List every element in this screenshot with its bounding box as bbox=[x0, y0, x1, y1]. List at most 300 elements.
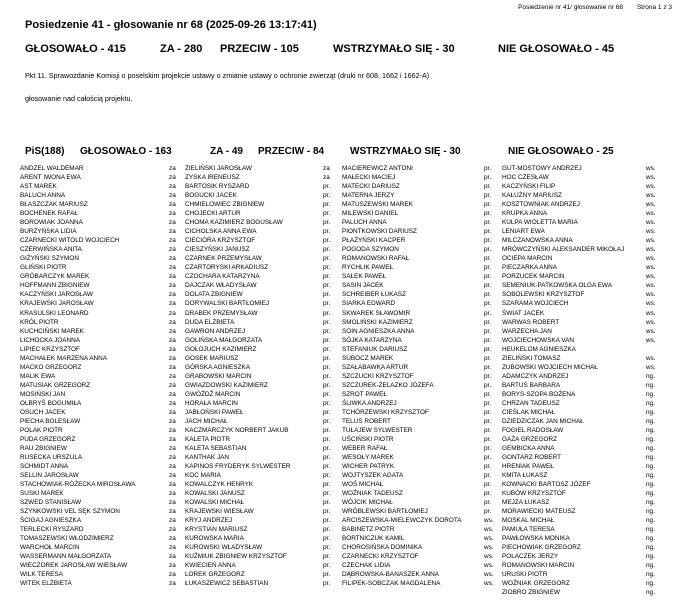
deputy-name: URUSKI PIOTR bbox=[502, 571, 548, 579]
deputy-name: JACH MICHAŁ bbox=[185, 417, 228, 425]
deputy-name: JABŁOŃSKI PAWEŁ bbox=[185, 408, 244, 416]
deputy-name: DOLATA ZBIGNIEW bbox=[185, 291, 243, 299]
vote-mark: ws. bbox=[484, 580, 494, 588]
vote-column-1 bbox=[20, 164, 191, 588]
vote-row bbox=[502, 318, 668, 327]
vote-mark: za bbox=[169, 517, 176, 525]
vote-row bbox=[20, 254, 191, 263]
vote-mark: pr. bbox=[484, 165, 492, 172]
vote-mark: ng. bbox=[646, 435, 655, 443]
deputy-name: MRÓWCZYŃSKI ALEKSANDER MIKOŁAJ bbox=[502, 246, 625, 254]
vote-row bbox=[20, 354, 191, 363]
vote-mark: pr. bbox=[484, 372, 492, 380]
vote-mark: pr. bbox=[484, 336, 492, 344]
vote-mark: ws. bbox=[646, 219, 656, 227]
vote-mark: pr. bbox=[484, 426, 492, 434]
deputy-name: SUSKI MAREK bbox=[20, 490, 64, 498]
vote-row bbox=[20, 435, 191, 444]
vote-row bbox=[342, 525, 506, 534]
deputy-name: BOCHENEK RAFAŁ bbox=[20, 210, 78, 218]
vote-mark: ng. bbox=[646, 508, 655, 516]
vote-mark: pr. bbox=[323, 408, 331, 416]
vote-mark: za bbox=[169, 264, 176, 272]
deputy-name: CZARNECKI KRZYSZTOF bbox=[342, 553, 419, 561]
vote-mark: pr. bbox=[323, 535, 331, 543]
vote-mark: pr. bbox=[484, 255, 492, 263]
vote-row bbox=[502, 209, 668, 218]
vote-row bbox=[20, 579, 191, 588]
deputy-name: ARENT IWONA EWA bbox=[20, 174, 81, 182]
vote-mark: pr. bbox=[323, 264, 331, 272]
vote-row bbox=[20, 552, 191, 561]
vote-row bbox=[502, 218, 668, 227]
vote-column-2 bbox=[185, 164, 345, 588]
vote-row bbox=[342, 570, 506, 579]
vote-row bbox=[185, 444, 345, 453]
vote-mark: za bbox=[169, 390, 176, 398]
vote-row bbox=[20, 426, 191, 435]
deputy-name: KRYJ ANDRZEJ bbox=[185, 517, 233, 525]
vote-row bbox=[185, 471, 345, 480]
vote-row bbox=[502, 525, 668, 534]
vote-mark: pr. bbox=[484, 381, 492, 389]
vote-row bbox=[342, 327, 506, 336]
vote-row bbox=[20, 309, 191, 318]
vote-mark: ng. bbox=[646, 490, 655, 498]
deputy-name: CIESZYŃSKI JANUSZ bbox=[185, 246, 250, 254]
vote-row bbox=[502, 570, 668, 579]
vote-mark: pr. bbox=[323, 183, 331, 191]
vote-mark: ws. bbox=[646, 291, 656, 299]
vote-mark: za bbox=[323, 165, 330, 172]
vote-mark: pr. bbox=[484, 345, 492, 353]
deputy-name: DAJCZAK WŁADYSŁAW bbox=[185, 282, 257, 290]
deputy-name: KRÓL PIOTR bbox=[20, 318, 59, 326]
vote-mark: pr. bbox=[323, 481, 331, 489]
vote-mark: ws. bbox=[646, 354, 656, 362]
party-for: ZA - 49 bbox=[210, 146, 243, 157]
vote-mark: pr. bbox=[484, 174, 492, 182]
vote-row bbox=[502, 390, 668, 399]
deputy-name: SZAŁABAWKA ARTUR bbox=[342, 363, 409, 371]
vote-row bbox=[502, 480, 668, 489]
vote-row bbox=[185, 426, 345, 435]
page-header-session-ref: Posiedzenie nr 41/ głosowanie nr 68 bbox=[518, 4, 623, 11]
deputy-name: SOBOLEWSKI KRZYSZTOF bbox=[502, 291, 585, 299]
deputy-name: ZYSKA IRENEUSZ bbox=[185, 174, 240, 182]
vote-row bbox=[502, 345, 668, 354]
deputy-name: MOSKAL MICHAŁ bbox=[502, 517, 555, 525]
vote-mark: za bbox=[169, 535, 176, 543]
deputy-name: KALETA SEBASTIAN bbox=[185, 444, 247, 452]
vote-row bbox=[20, 408, 191, 417]
vote-mark: pr. bbox=[323, 246, 331, 254]
vote-mark: za bbox=[323, 174, 330, 182]
vote-row bbox=[502, 263, 668, 272]
deputy-name: GEMBICKA ANNA bbox=[502, 444, 555, 452]
vote-mark: za bbox=[169, 417, 176, 425]
vote-row bbox=[185, 227, 345, 236]
deputy-name: GRABOWSKI MARCIN bbox=[185, 372, 252, 380]
vote-row bbox=[502, 399, 668, 408]
vote-row bbox=[185, 579, 345, 588]
deputy-name: ŁUKASZEWICZ SEBASTIAN bbox=[185, 580, 269, 588]
deputy-name: CHOROSIŃSKA DOMINIKA bbox=[342, 544, 423, 552]
vote-row bbox=[20, 525, 191, 534]
deputy-name: OCIEPA MARCIN bbox=[502, 255, 553, 263]
vote-row bbox=[342, 507, 506, 516]
deputy-name: ANDZEL WALDEMAR bbox=[20, 165, 84, 172]
vote-mark: ng. bbox=[646, 481, 655, 489]
vote-mark: za bbox=[169, 183, 176, 191]
vote-mark: pr. bbox=[323, 526, 331, 534]
deputy-name: BOROWIAK JOANNA bbox=[20, 219, 83, 227]
page-header bbox=[518, 4, 672, 11]
vote-row bbox=[20, 363, 191, 372]
vote-mark: pr. bbox=[323, 508, 331, 516]
vote-row bbox=[502, 191, 668, 200]
vote-row bbox=[185, 218, 345, 227]
deputy-name: LOREK GRZEGORZ bbox=[185, 571, 245, 579]
vote-row bbox=[20, 480, 191, 489]
vote-row bbox=[502, 498, 668, 507]
vote-mark: pr. bbox=[484, 408, 492, 416]
vote-row bbox=[342, 336, 506, 345]
deputy-name: ARCISZEWSKA-MIELEWCZYK DOROTA bbox=[342, 517, 462, 525]
vote-row bbox=[20, 345, 191, 354]
vote-row bbox=[185, 336, 345, 345]
vote-mark: pr. bbox=[323, 562, 331, 570]
vote-row bbox=[502, 200, 668, 209]
vote-row bbox=[185, 290, 345, 299]
deputy-name: MILCZANOWSKA ANNA bbox=[502, 237, 573, 245]
vote-row bbox=[342, 236, 506, 245]
vote-mark: ws. bbox=[646, 273, 656, 281]
vote-row bbox=[20, 516, 191, 525]
vote-mark: za bbox=[169, 246, 176, 254]
vote-mark: ws. bbox=[646, 327, 656, 335]
vote-mark: ng. bbox=[646, 444, 655, 452]
deputy-name: SZYNKOWSKI VEL SĘK SZYMON bbox=[20, 508, 120, 516]
deputy-name: CHOMA KAZIMIERZ BOGUSŁAW bbox=[185, 219, 283, 227]
deputy-name: CZARNEK PRZEMYSŁAW bbox=[185, 255, 262, 263]
vote-row bbox=[342, 435, 506, 444]
deputy-name: MACHAŁEK MARZENA ANNA bbox=[20, 354, 108, 362]
vote-mark: pr. bbox=[323, 372, 331, 380]
vote-row bbox=[20, 453, 191, 462]
vote-row bbox=[502, 561, 668, 570]
vote-mark: pr. bbox=[484, 454, 492, 461]
page-title: Posiedzenie 41 - głosowanie nr 68 (2025-09-26 13:17:41) bbox=[25, 19, 317, 31]
deputy-name: KULPA WIOLETTA MARIA bbox=[502, 219, 578, 227]
vote-row bbox=[342, 543, 506, 552]
vote-mark: za bbox=[169, 372, 176, 380]
deputy-name: PIONTKOWSKI DARIUSZ bbox=[342, 228, 417, 236]
vote-mark: za bbox=[169, 318, 176, 326]
vote-row bbox=[20, 191, 191, 200]
vote-mark: pr. bbox=[323, 517, 331, 525]
deputy-name: SOIN AGNIESZKA ANNA bbox=[342, 327, 415, 335]
vote-mark: pr. bbox=[323, 282, 331, 290]
deputy-name: KAŁUŻNY MARIUSZ bbox=[502, 192, 562, 200]
vote-row bbox=[502, 435, 668, 444]
vote-row bbox=[502, 290, 668, 299]
vote-row bbox=[502, 552, 668, 561]
vote-mark: pr. bbox=[323, 381, 331, 389]
vote-row bbox=[20, 263, 191, 272]
deputy-name: ZUBOWSKI WOJCIECH MICHAŁ bbox=[502, 363, 598, 371]
deputy-name: GONTARZ ROBERT bbox=[502, 454, 562, 461]
vote-row bbox=[502, 309, 668, 318]
party-abstained: WSTRZYMAŁO SIĘ - 30 bbox=[350, 146, 461, 157]
vote-row bbox=[502, 462, 668, 471]
deputy-name: KAPINOS FRYDERYK SYLWESTER bbox=[185, 463, 291, 471]
vote-row bbox=[502, 164, 668, 173]
vote-mark: pr. bbox=[323, 327, 331, 335]
vote-mark: pr. bbox=[323, 210, 331, 218]
vote-mark: ng. bbox=[646, 499, 655, 507]
vote-mark: ng. bbox=[646, 417, 655, 425]
vote-mark: za bbox=[169, 336, 176, 344]
deputy-name: WOŚ MICHAŁ bbox=[342, 481, 384, 489]
vote-row bbox=[502, 507, 668, 516]
vote-mark: pr. bbox=[323, 309, 331, 317]
deputy-name: SUBOCZ MAREK bbox=[342, 354, 394, 362]
vote-mark: ws. bbox=[646, 336, 656, 344]
deputy-name: MATECKI DARIUSZ bbox=[342, 183, 400, 191]
deputy-name: BŁASZCZAK MARIUSZ bbox=[20, 201, 88, 209]
vote-row bbox=[502, 408, 668, 417]
deputy-name: HRENIAK PAWEŁ bbox=[502, 463, 554, 471]
vote-row bbox=[342, 200, 506, 209]
vote-mark: ws. bbox=[646, 264, 656, 272]
deputy-name: DUDA ELŻBIETA bbox=[185, 318, 235, 326]
vote-row bbox=[185, 254, 345, 263]
deputy-name: PIECHOWIAK GRZEGORZ bbox=[502, 544, 581, 552]
vote-row bbox=[185, 435, 345, 444]
vote-row bbox=[20, 534, 191, 543]
vote-mark: ws. bbox=[646, 300, 656, 308]
vote-mark: pr. bbox=[484, 318, 492, 326]
vote-row bbox=[342, 173, 506, 182]
deputy-name: CHOJECKI ARTUR bbox=[185, 210, 241, 218]
vote-mark: za bbox=[169, 580, 176, 588]
vote-mark: za bbox=[169, 174, 176, 182]
vote-row bbox=[342, 534, 506, 543]
summary-for: ZA - 280 bbox=[160, 43, 203, 55]
vote-row bbox=[20, 372, 191, 381]
deputy-name: WARWAS ROBERT bbox=[502, 318, 560, 326]
vote-mark: pr. bbox=[484, 481, 492, 489]
vote-row bbox=[20, 236, 191, 245]
vote-mark: pr. bbox=[484, 490, 492, 498]
vote-mark: pr. bbox=[323, 255, 331, 263]
vote-row bbox=[20, 272, 191, 281]
vote-row bbox=[20, 218, 191, 227]
vote-mark: pr. bbox=[484, 246, 492, 254]
vote-mark: ws. bbox=[484, 535, 494, 543]
vote-row bbox=[502, 453, 668, 462]
deputy-name: SIARKA EDWARD bbox=[342, 300, 396, 308]
deputy-name: LENIART EWA bbox=[502, 228, 545, 236]
summary-not-voting: NIE GŁOSOWAŁO - 45 bbox=[498, 43, 615, 55]
vote-row bbox=[20, 543, 191, 552]
deputy-name: HOFFMANN ZBIGNIEW bbox=[20, 282, 90, 290]
deputy-name: KRASULSKI LEONARD bbox=[20, 309, 89, 317]
vote-mark: ng. bbox=[646, 580, 655, 588]
vote-mark: pr. bbox=[484, 219, 492, 227]
deputy-name: HORAŁA MARCIN bbox=[185, 399, 238, 407]
vote-row bbox=[342, 408, 506, 417]
vote-row bbox=[342, 354, 506, 363]
vote-mark: pr. bbox=[484, 183, 492, 191]
deputy-name: MOSIŃSKI JAN bbox=[20, 390, 66, 398]
vote-row bbox=[185, 552, 345, 561]
vote-row bbox=[502, 516, 668, 525]
vote-mark: pr. bbox=[323, 318, 331, 326]
vote-row bbox=[342, 263, 506, 272]
vote-mark: za bbox=[169, 562, 176, 570]
vote-row bbox=[342, 561, 506, 570]
deputy-name: CZARTORYSKI ARKADIUSZ bbox=[185, 264, 269, 272]
deputy-name: KRAJEWSKI WIESŁAW bbox=[185, 508, 254, 516]
vote-row bbox=[502, 281, 668, 290]
vote-mark: za bbox=[169, 490, 176, 498]
vote-mark: pr. bbox=[323, 472, 331, 480]
deputy-name: WARZECHA JAN bbox=[502, 327, 552, 335]
deputy-name: KACZMARCZYK NORBERT JAKUB bbox=[185, 426, 289, 434]
deputy-name: ZIELIŃSKI JAROSŁAW bbox=[185, 165, 252, 172]
agenda-item-text: Pkt 11. Sprawozdanie Komisji o poselskim projekcie ustawy o zmianie ustawy o ochronie zwierząt (druki nr 608, 1662 i 1662-A) bbox=[25, 71, 430, 80]
vote-row bbox=[342, 290, 506, 299]
deputy-name: GÓRSKA AGNIESZKA bbox=[185, 363, 250, 371]
vote-mark: za bbox=[169, 255, 176, 263]
vote-row bbox=[185, 327, 345, 336]
deputy-name: ŚWIAT JACEK bbox=[502, 309, 545, 317]
vote-row bbox=[20, 444, 191, 453]
vote-row bbox=[502, 489, 668, 498]
vote-row bbox=[502, 236, 668, 245]
vote-row bbox=[342, 281, 506, 290]
vote-mark: pr. bbox=[323, 363, 331, 371]
deputy-name: ŚCIGAJ AGNIESZKA bbox=[20, 517, 82, 525]
vote-row bbox=[185, 281, 345, 290]
vote-row bbox=[20, 336, 191, 345]
vote-mark: pr. bbox=[484, 264, 492, 272]
vote-mark: pr. bbox=[323, 336, 331, 344]
vote-row bbox=[20, 417, 191, 426]
deputy-name: GOSEK MARIUSZ bbox=[185, 354, 239, 362]
vote-mark: ng. bbox=[646, 535, 655, 543]
vote-mark: pr. bbox=[323, 345, 331, 353]
vote-mark: za bbox=[169, 309, 176, 317]
vote-row bbox=[342, 444, 506, 453]
vote-row bbox=[342, 272, 506, 281]
vote-mark: za bbox=[169, 408, 176, 416]
vote-row bbox=[502, 363, 668, 372]
vote-row bbox=[342, 363, 506, 372]
vote-row bbox=[342, 399, 506, 408]
deputy-name: GWIAZDOWSKI KAZIMIERZ bbox=[185, 381, 268, 389]
vote-mark: pr. bbox=[323, 544, 331, 552]
vote-mark: za bbox=[169, 526, 176, 534]
vote-row bbox=[502, 227, 668, 236]
deputy-name: UŚCIŃSKI PIOTR bbox=[342, 435, 394, 443]
deputy-name: CZOCHARA KATARZYNA bbox=[185, 273, 260, 281]
vote-mark: ng. bbox=[646, 553, 655, 561]
vote-mark: pr. bbox=[484, 417, 492, 425]
deputy-name: ZIELIŃSKI TOMASZ bbox=[502, 354, 561, 362]
vote-mark: pr. bbox=[323, 435, 331, 443]
vote-mark: ws. bbox=[484, 517, 494, 525]
vote-row bbox=[20, 399, 191, 408]
deputy-name: SZROT PAWEŁ bbox=[342, 390, 387, 398]
deputy-name: SCHREIBER ŁUKASZ bbox=[342, 291, 406, 299]
vote-mark: za bbox=[169, 381, 176, 389]
deputy-name: TELUS ROBERT bbox=[342, 417, 391, 425]
party-against: PRZECIW - 84 bbox=[258, 146, 325, 157]
deputy-name: SÓJKA KATARZYNA bbox=[342, 336, 402, 344]
vote-mark: za bbox=[169, 499, 176, 507]
vote-mark: ng. bbox=[646, 517, 655, 525]
deputy-name: SKWAREK SŁAWOMIR bbox=[342, 309, 411, 317]
vote-mark: pr. bbox=[323, 390, 331, 398]
deputy-name: HOC CZESŁAW bbox=[502, 174, 549, 182]
deputy-name: SEMENIUK-PATKOWSKA OLGA EWA bbox=[502, 282, 612, 290]
vote-row bbox=[502, 354, 668, 363]
vote-row bbox=[342, 345, 506, 354]
vote-row bbox=[20, 227, 191, 236]
vote-mark: ws. bbox=[646, 174, 656, 182]
deputy-name: POLAK PIOTR bbox=[20, 426, 63, 434]
vote-mark: pr. bbox=[323, 553, 331, 561]
vote-mark: ng. bbox=[646, 390, 655, 398]
vote-row bbox=[185, 200, 345, 209]
vote-mark: za bbox=[169, 273, 176, 281]
deputy-name: SMOLIŃSKI KAZIMIERZ bbox=[342, 318, 413, 326]
vote-row bbox=[502, 336, 668, 345]
vote-mark: za bbox=[169, 192, 176, 200]
vote-mark: ws. bbox=[646, 246, 656, 254]
vote-row bbox=[185, 498, 345, 507]
deputy-name: BARTOSIK RYSZARD bbox=[185, 183, 250, 191]
deputy-name: GLIŃSKI PIOTR bbox=[20, 264, 67, 272]
deputy-name: KUŹMIUK ZBIGNIEW KRZYSZTOF bbox=[185, 553, 287, 561]
vote-mark: ng. bbox=[646, 463, 655, 471]
vote-row bbox=[342, 426, 506, 435]
deputy-name: KUROWSKI WŁADYSŁAW bbox=[185, 544, 263, 552]
vote-row bbox=[185, 525, 345, 534]
deputy-name: GAŻA GRZEGORZ bbox=[502, 435, 558, 443]
vote-mark: pr. bbox=[323, 273, 331, 281]
vote-row bbox=[502, 579, 668, 588]
deputy-name: KACZYŃSKI FILIP bbox=[502, 183, 556, 191]
vote-row bbox=[185, 417, 345, 426]
vote-row bbox=[185, 534, 345, 543]
vote-row bbox=[502, 254, 668, 263]
deputy-name: SELLIN JAROSŁAW bbox=[20, 472, 79, 480]
deputy-name: POLACZEK JERZY bbox=[502, 553, 559, 561]
deputy-name: BORTNICZUK KAMIL bbox=[342, 535, 405, 543]
vote-row bbox=[502, 588, 668, 597]
deputy-name: CZECHAK LIDIA bbox=[342, 562, 391, 570]
vote-row bbox=[342, 489, 506, 498]
deputy-name: RAU ZBIGNIEW bbox=[20, 444, 67, 452]
deputy-name: TERLECKI RYSZARD bbox=[20, 526, 84, 534]
vote-row bbox=[185, 209, 345, 218]
vote-mark: ws. bbox=[646, 192, 656, 200]
vote-row bbox=[20, 462, 191, 471]
